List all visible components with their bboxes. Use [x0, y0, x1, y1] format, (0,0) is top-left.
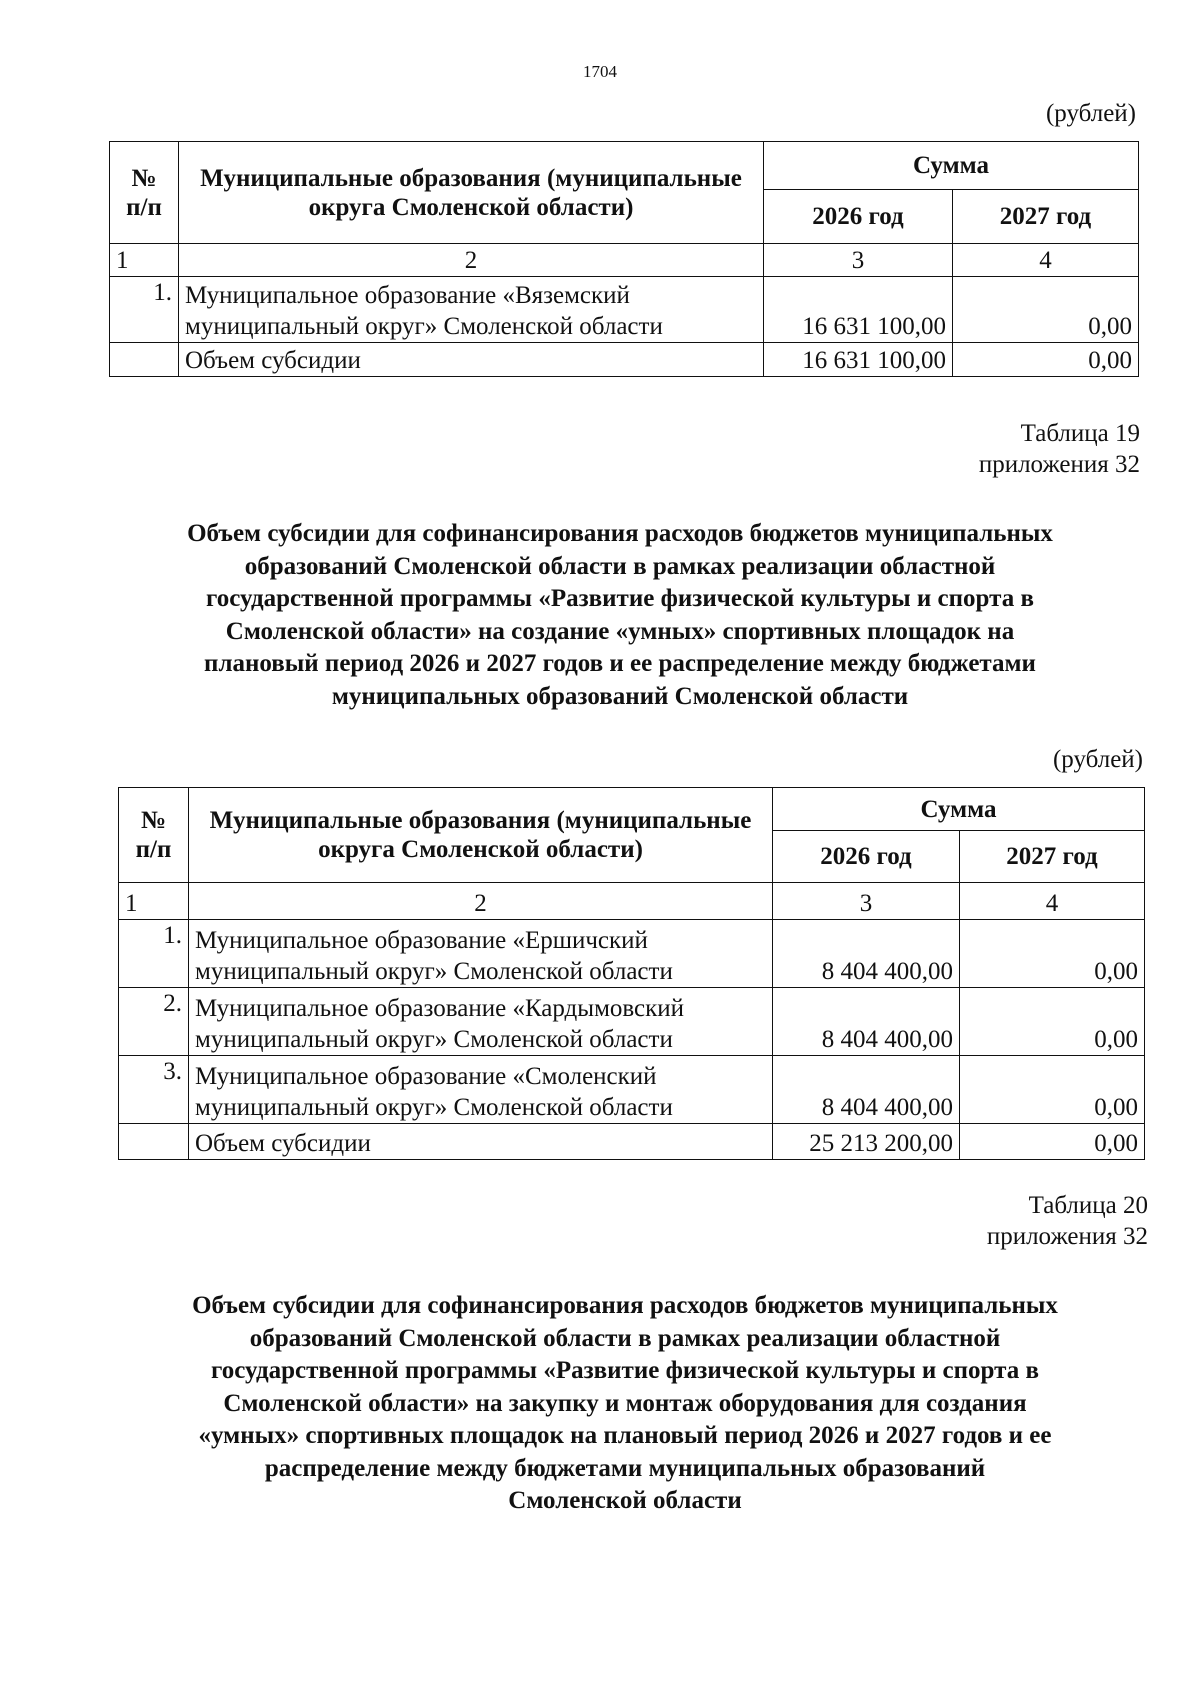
column-number: 1 — [110, 244, 179, 277]
row-number: 2. — [119, 988, 189, 1056]
total-label: Объем субсидии — [189, 1124, 773, 1160]
column-number: 1 — [119, 883, 189, 920]
table-row — [110, 277, 1139, 343]
subsidy-table-18 — [109, 141, 1139, 377]
table-row — [119, 1056, 1145, 1124]
municipality-name: Муниципальное образование «Смоленский муниципальный округ» Смоленской области — [189, 1056, 773, 1124]
column-number: 4 — [953, 244, 1139, 277]
column-number: 2 — [179, 244, 764, 277]
column-number: 3 — [773, 883, 960, 920]
row-number: 1. — [110, 277, 179, 343]
amount-2027: 0,00 — [960, 920, 1145, 988]
total-2026: 16 631 100,00 — [764, 343, 953, 377]
total-row — [119, 1124, 1145, 1160]
total-2026: 25 213 200,00 — [773, 1124, 960, 1160]
table-20-title: Объем субсидии для софинансирования расходов бюджетов муниципальных образований Смоленской области в рамках реализации областной государственной программы «Развитие физической культуры и спорта в Смоленской области» на закупку и монтаж оборудования для создания «умных» спортивных площадок на плановый период 2026 и 2027 годов и ее распределение между бюджетами муниципальных образований Смоленской области — [192, 1292, 1058, 1514]
amount-2026: 8 404 400,00 — [773, 988, 960, 1056]
municipality-name: Муниципальное образование «Вяземский муниципальный округ» Смоленской области — [179, 277, 764, 343]
table-20-caption: Таблица 20 приложения 32 — [986, 1192, 1148, 1250]
units-label: (рублей) — [1045, 100, 1136, 127]
header-sum: Сумма — [773, 788, 1145, 831]
table-row — [119, 988, 1145, 1056]
total-2027: 0,00 — [953, 343, 1139, 377]
amount-2026: 16 631 100,00 — [764, 277, 953, 343]
units-label: (рублей) — [1052, 746, 1143, 773]
header-year-2027: 2027 год — [960, 831, 1145, 883]
row-number: 3. — [119, 1056, 189, 1124]
table-19-caption: Таблица 19 приложения 32 — [978, 420, 1140, 478]
municipality-name: Муниципальное образование «Ершичский муниципальный округ» Смоленской области — [189, 920, 773, 988]
table-19-title: Объем субсидии для софинансирования расходов бюджетов муниципальных образований Смоленской области в рамках реализации областной государственной программы «Развитие физической культуры и спорта в Смоленской области» на создание «умных» спортивных площадок на плановый период 2026 и 2027 годов и ее распределение между бюджетами муниципальных образований Смоленской области — [187, 520, 1053, 710]
table-row — [119, 920, 1145, 988]
column-number: 4 — [960, 883, 1145, 920]
header-year-2026: 2026 год — [773, 831, 960, 883]
header-municipality: Муниципальные образования (муниципальные округа Смоленской области) — [189, 788, 773, 883]
page-number: 1704 — [583, 62, 617, 81]
municipality-name: Муниципальное образование «Кардымовский муниципальный округ» Смоленской области — [189, 988, 773, 1056]
amount-2027: 0,00 — [953, 277, 1139, 343]
header-municipality: Муниципальные образования (муниципальные округа Смоленской области) — [179, 142, 764, 244]
header-year-2026: 2026 год — [764, 190, 953, 244]
subsidy-table-19 — [118, 787, 1145, 1160]
total-row — [110, 343, 1139, 377]
header-sum: Сумма — [764, 142, 1139, 190]
total-2027: 0,00 — [960, 1124, 1145, 1160]
column-number: 2 — [189, 883, 773, 920]
header-num: № п/п — [119, 788, 189, 883]
amount-2026: 8 404 400,00 — [773, 1056, 960, 1124]
row-number: 1. — [119, 920, 189, 988]
header-year-2027: 2027 год — [953, 190, 1139, 244]
amount-2027: 0,00 — [960, 988, 1145, 1056]
amount-2026: 8 404 400,00 — [773, 920, 960, 988]
header-num: № п/п — [110, 142, 179, 244]
total-label: Объем субсидии — [179, 343, 764, 377]
amount-2027: 0,00 — [960, 1056, 1145, 1124]
column-number: 3 — [764, 244, 953, 277]
